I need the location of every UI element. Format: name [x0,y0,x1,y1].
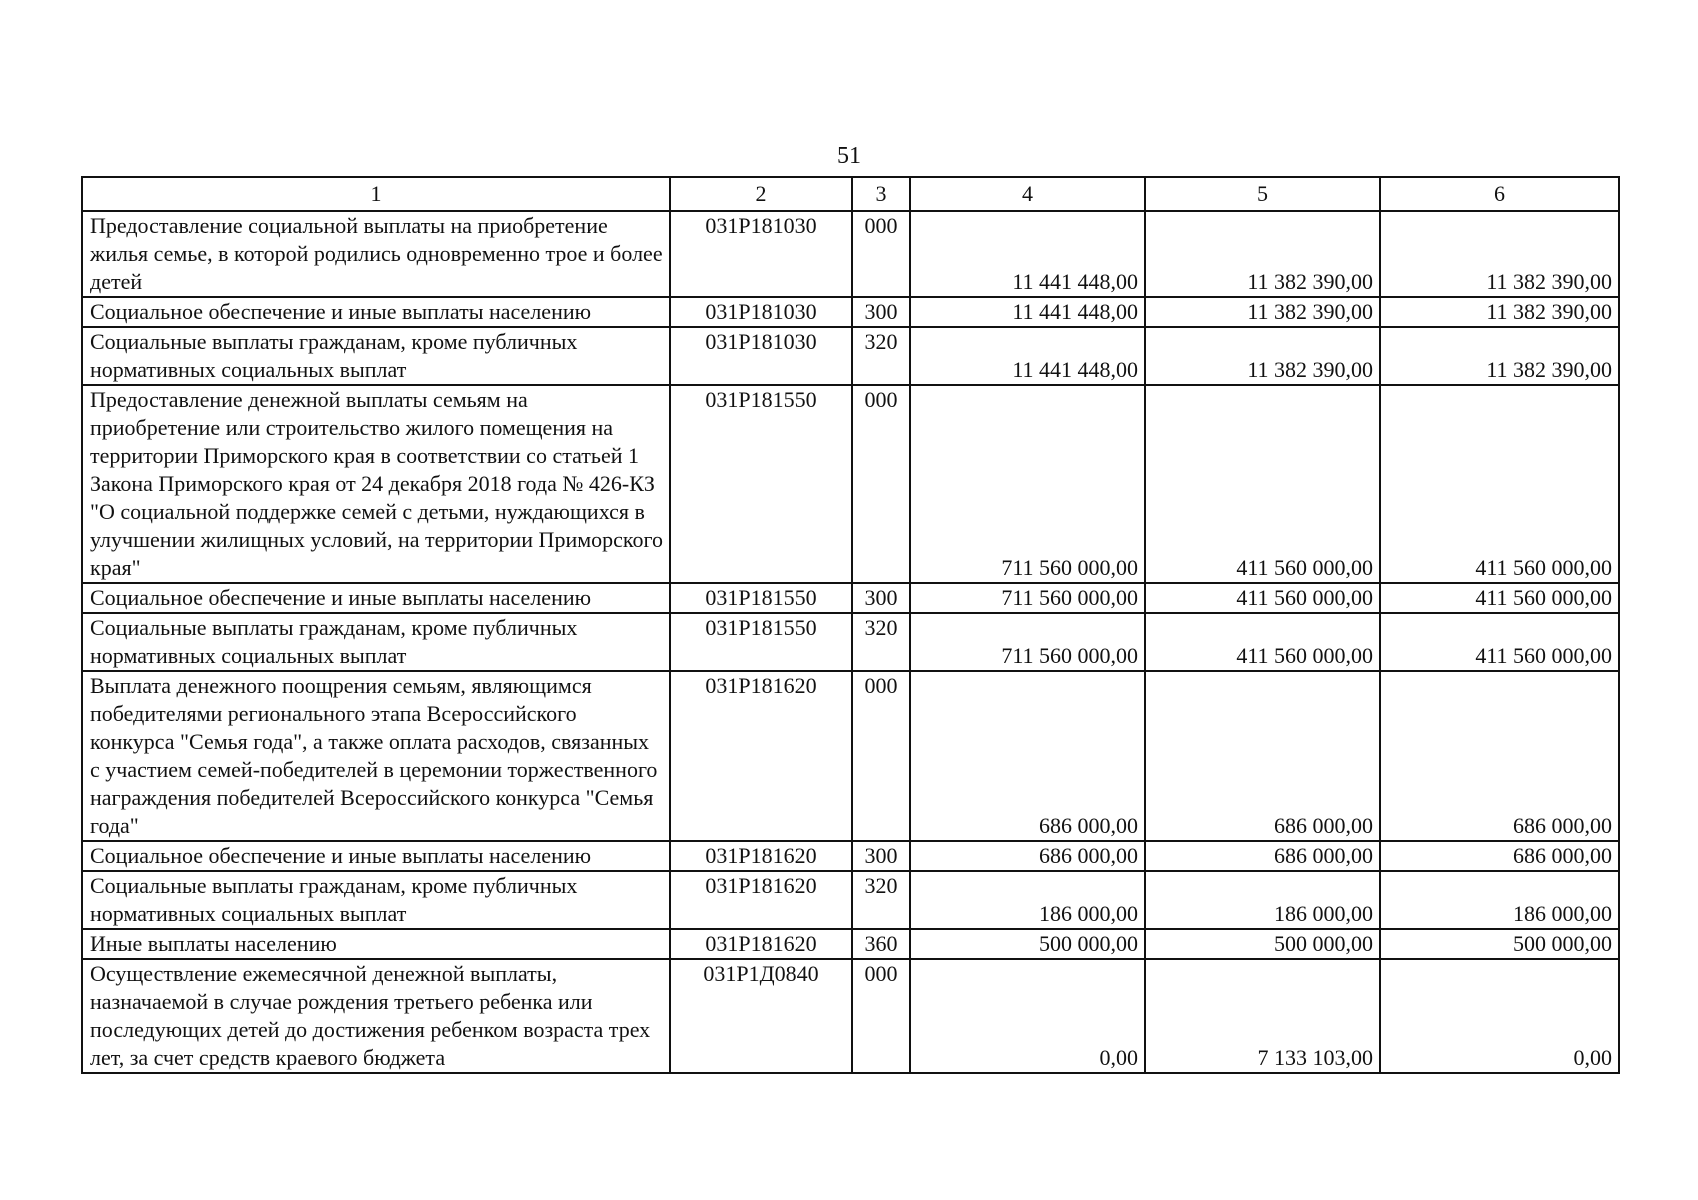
row-amount-col5: 186 000,00 [1145,871,1380,929]
row-amount-col5: 11 382 390,00 [1145,297,1380,327]
table-row [82,929,1619,959]
row-amount-col4: 11 441 448,00 [910,327,1145,385]
row-amount-col6: 0,00 [1380,959,1619,1073]
row-amount-col6: 11 382 390,00 [1380,297,1619,327]
row-amount-col6: 411 560 000,00 [1380,583,1619,613]
row-code: 031P181620 [670,841,852,871]
table-row [82,385,1619,583]
row-name: Социальные выплаты гражданам, кроме публичных нормативных социальных выплат [82,871,670,929]
row-name: Предоставление денежной выплаты семьям на приобретение или строительство жилого помещения на территории Приморского края в соответствии со статьей 1 Закона Приморского края от 24 декабря 2018 года № 426-КЗ "О социальной поддержке семей с детьми, нуждающихся в улучшении жилищных условий, на территории Приморского края" [82,385,670,583]
row-code: 031P181620 [670,929,852,959]
row-name: Социальное обеспечение и иные выплаты населению [82,841,670,871]
row-expense-kind: 000 [852,385,910,583]
column-number-6: 6 [1380,177,1619,211]
row-amount-col4: 11 441 448,00 [910,297,1145,327]
column-number-4: 4 [910,177,1145,211]
row-amount-col4: 711 560 000,00 [910,613,1145,671]
row-expense-kind: 000 [852,211,910,297]
row-code: 031P181550 [670,583,852,613]
row-code: 031P181550 [670,613,852,671]
column-number-2: 2 [670,177,852,211]
row-expense-kind: 300 [852,297,910,327]
column-number-3: 3 [852,177,910,211]
row-expense-kind: 320 [852,613,910,671]
row-amount-col6: 11 382 390,00 [1380,211,1619,297]
table-row [82,959,1619,1073]
row-name: Иные выплаты населению [82,929,670,959]
row-amount-col5: 411 560 000,00 [1145,583,1380,613]
row-name: Социальные выплаты гражданам, кроме публичных нормативных социальных выплат [82,327,670,385]
row-expense-kind: 360 [852,929,910,959]
table-row [82,671,1619,841]
row-expense-kind: 000 [852,959,910,1073]
table-row [82,613,1619,671]
row-name: Выплата денежного поощрения семьям, являющимся победителями регионального этапа Всероссийского конкурса "Семья года", а также оплата расходов, связанных с участием семей-победителей в церемонии торжественного награждения победителей Всероссийского конкурса "Семья года" [82,671,670,841]
table-row [82,841,1619,871]
row-code: 031P181030 [670,297,852,327]
row-amount-col4: 11 441 448,00 [910,211,1145,297]
row-code: 031P181550 [670,385,852,583]
row-amount-col5: 11 382 390,00 [1145,327,1380,385]
page-number: 51 [837,143,861,169]
row-name: Социальные выплаты гражданам, кроме публичных нормативных социальных выплат [82,613,670,671]
row-name: Социальное обеспечение и иные выплаты населению [82,583,670,613]
row-amount-col6: 411 560 000,00 [1380,385,1619,583]
row-amount-col6: 686 000,00 [1380,671,1619,841]
budget-table [81,176,1620,1074]
row-code: 031P1Д0840 [670,959,852,1073]
row-amount-col4: 186 000,00 [910,871,1145,929]
row-expense-kind: 320 [852,871,910,929]
row-amount-col6: 411 560 000,00 [1380,613,1619,671]
row-amount-col6: 186 000,00 [1380,871,1619,929]
row-code: 031P181620 [670,671,852,841]
table-row [82,327,1619,385]
table-row [82,211,1619,297]
column-number-row [82,177,1619,211]
row-code: 031P181030 [670,327,852,385]
row-code: 031P181620 [670,871,852,929]
row-expense-kind: 300 [852,583,910,613]
row-amount-col4: 711 560 000,00 [910,583,1145,613]
row-expense-kind: 000 [852,671,910,841]
row-amount-col5: 11 382 390,00 [1145,211,1380,297]
row-amount-col6: 500 000,00 [1380,929,1619,959]
row-amount-col4: 711 560 000,00 [910,385,1145,583]
table-row [82,871,1619,929]
row-amount-col4: 686 000,00 [910,841,1145,871]
row-name: Осуществление ежемесячной денежной выплаты, назначаемой в случае рождения третьего ребенка или последующих детей до достижения ребенком возраста трех лет, за счет средств краевого бюджета [82,959,670,1073]
row-expense-kind: 320 [852,327,910,385]
table-row [82,583,1619,613]
row-name: Социальное обеспечение и иные выплаты населению [82,297,670,327]
row-amount-col4: 686 000,00 [910,671,1145,841]
row-amount-col5: 411 560 000,00 [1145,385,1380,583]
row-name: Предоставление социальной выплаты на приобретение жилья семье, в которой родились одновременно трое и более детей [82,211,670,297]
table-row [82,297,1619,327]
row-code: 031P181030 [670,211,852,297]
row-amount-col5: 686 000,00 [1145,671,1380,841]
row-expense-kind: 300 [852,841,910,871]
row-amount-col5: 686 000,00 [1145,841,1380,871]
row-amount-col5: 411 560 000,00 [1145,613,1380,671]
row-amount-col4: 500 000,00 [910,929,1145,959]
column-number-5: 5 [1145,177,1380,211]
row-amount-col4: 0,00 [910,959,1145,1073]
column-number-1: 1 [82,177,670,211]
row-amount-col6: 686 000,00 [1380,841,1619,871]
row-amount-col5: 7 133 103,00 [1145,959,1380,1073]
row-amount-col6: 11 382 390,00 [1380,327,1619,385]
row-amount-col5: 500 000,00 [1145,929,1380,959]
